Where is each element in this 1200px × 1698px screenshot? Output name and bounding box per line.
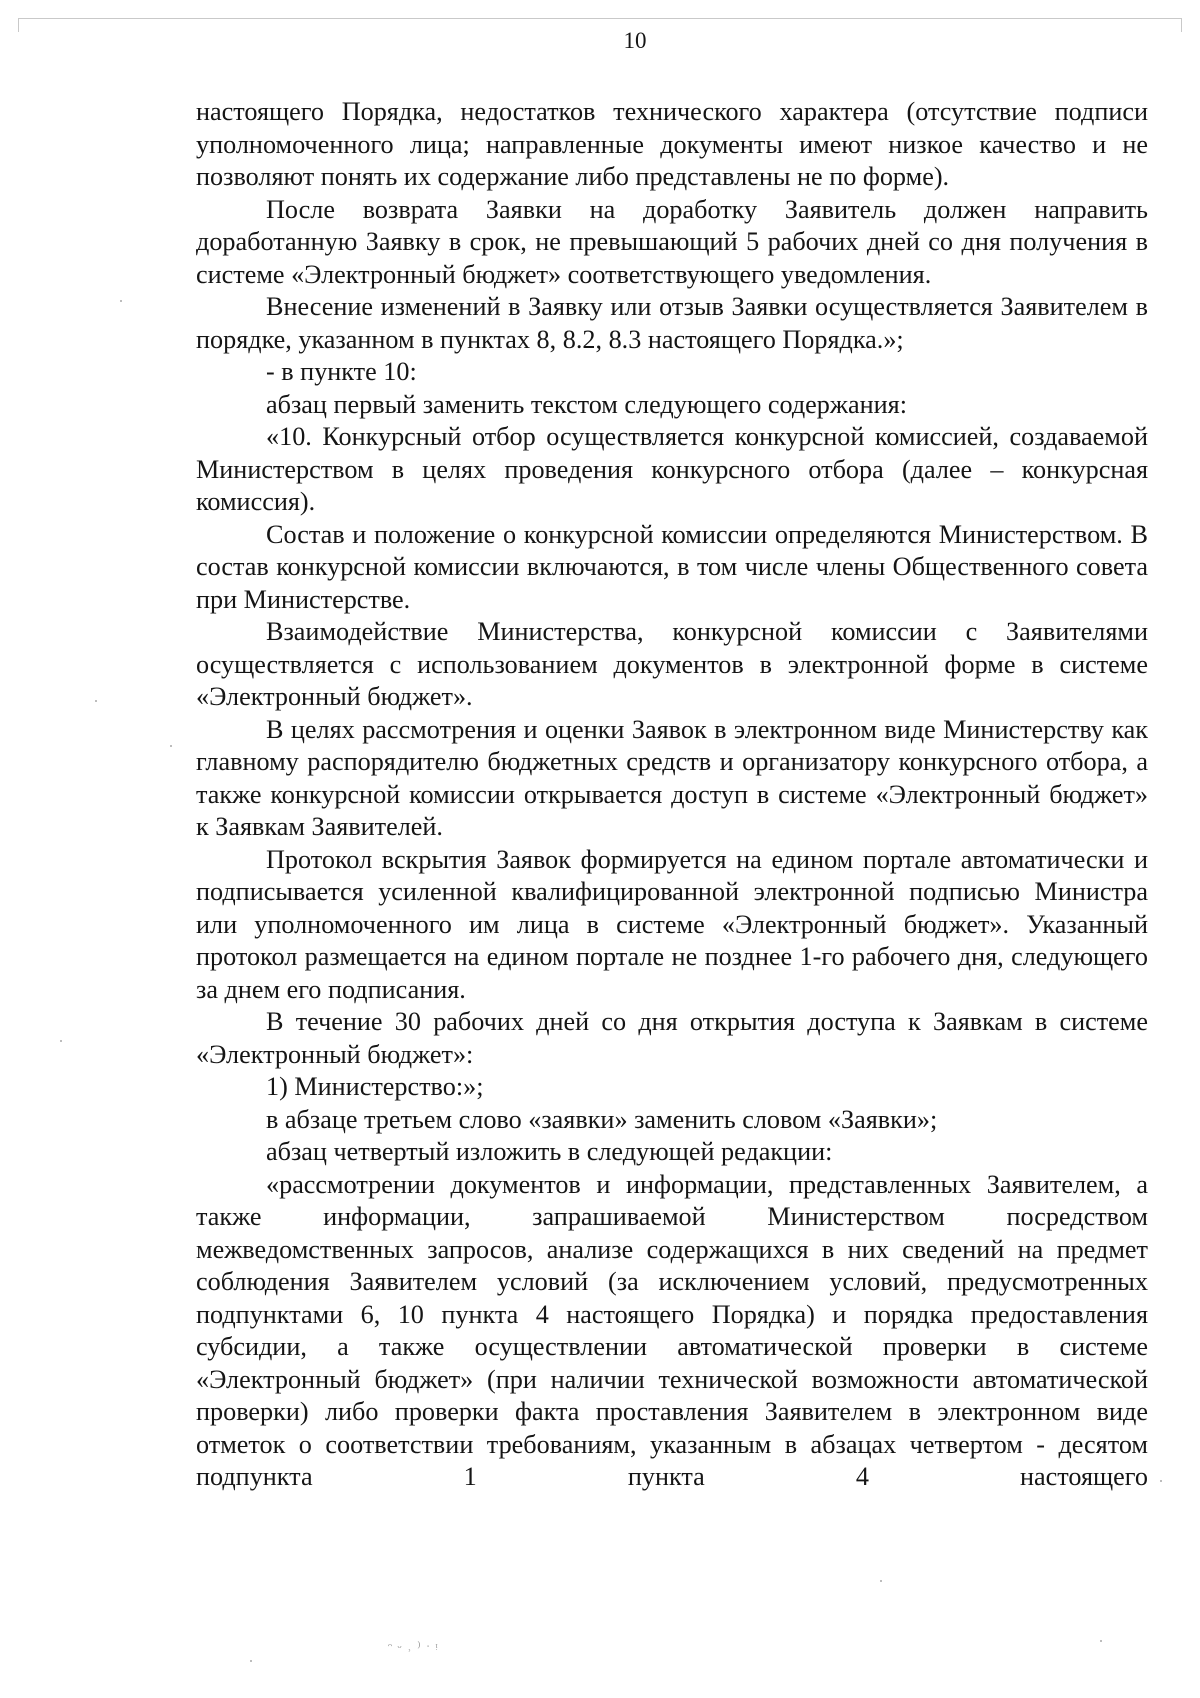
scan-speck bbox=[880, 1580, 882, 1582]
paragraph-12: 1) Министерство:»; bbox=[266, 1072, 484, 1101]
paragraph-3: Внесение изменений в Заявку или отзыв Заявки осуществляется Заявителем в порядке, указанном в пунктах 8, 8.2, 8.3 настоящего Порядка.»; bbox=[196, 292, 1148, 354]
scan-speck bbox=[250, 1660, 252, 1662]
scan-speck bbox=[1100, 1640, 1102, 1642]
paragraph-10: Протокол вскрытия Заявок формируется на едином портале автоматически и подписывается усиленной квалифицированной электронной подписью Министра или уполномоченного им лица в системе «Электронный бюджет». Указанный протокол размещается на едином портале не позднее 1-го рабочего дня, следующего за днем его подписания. bbox=[196, 844, 1148, 1004]
paragraph-14: абзац четвертый изложить в следующей редакции: bbox=[266, 1137, 833, 1166]
scan-speck bbox=[60, 1040, 62, 1042]
paragraph-13: в абзаце третьем слово «заявки» заменить словом «Заявки»; bbox=[266, 1104, 938, 1134]
paragraph-8: Взаимодействие Министерства, конкурсной комиссии с Заявителями осуществляется с использованием документов в электронной форме в системе «Электронный бюджет». bbox=[196, 617, 1148, 711]
scan-speck bbox=[95, 700, 97, 702]
document-body bbox=[196, 96, 1148, 1494]
page-number: 10 bbox=[623, 28, 647, 53]
paragraph-9: В целях рассмотрения и оценки Заявок в электронном виде Министерству как главному распорядителю бюджетных средств и организатору конкурсного отбора, а также конкурсной комиссии открывается доступ в системе «Электронный бюджет» к Заявкам Заявителей. bbox=[196, 714, 1148, 841]
paragraph-2: После возврата Заявки на доработку Заявитель должен направить доработанную Заявку в срок, не превышающий 5 рабочих дней со дня получения в системе «Электронный бюджет» соответствующего уведомления. bbox=[196, 194, 1148, 289]
paragraph-15: «рассмотрении документов и информации, представленных Заявителем, а также информации, запрашиваемой Министерством посредством межведомственных запросов, анализе содержащихся в них сведений на предмет соблюдения Заявителем условий (за исключением условий, предусмотренных подпунктами 6, 10 пункта 4 настоящего Порядка) и порядка предоставления субсидии, а также осуществлении автоматической проверки в системе «Электронный бюджет» (при наличии технической возможности автоматической проверки) либо проверки факта проставления Заявителем в электронном виде отметок о соответствии требованиям, указанным в абзацах четвертом - десятом подпункта 1 пункта 4 настоящего bbox=[196, 1169, 1148, 1491]
paragraph-11: В течение 30 рабочих дней со дня открытия доступа к Заявкам в системе «Электронный бюджет»: bbox=[196, 1007, 1148, 1069]
paragraph-4: - в пункте 10: bbox=[266, 357, 417, 386]
paragraph-6: «10. Конкурсный отбор осуществляется конкурсной комиссией, создаваемой Министерством в целях проведения конкурсного отбора (далее – конкурсная комиссия). bbox=[196, 422, 1148, 516]
faint-stamp-mark: ᵔ ᵕ ˒ ⁾ ˑ ᵎ bbox=[388, 1641, 439, 1656]
scan-speck bbox=[1160, 1480, 1162, 1482]
scan-speck bbox=[120, 300, 122, 302]
scan-speck bbox=[170, 745, 172, 747]
paragraph-7: Состав и положение о конкурсной комиссии определяются Министерством. В состав конкурсной комиссии включаются, в том числе члены Общественного совета при Министерстве. bbox=[196, 519, 1148, 614]
scan-border-top bbox=[18, 18, 1182, 19]
paragraph-5: абзац первый заменить текстом следующего содержания: bbox=[266, 389, 907, 419]
paragraph-1: настоящего Порядка, недостатков технического характера (отсутствие подписи уполномоченного лица; направленные документы имеют низкое качество и не позволяют понять их содержание либо представлены не по форме). bbox=[196, 97, 1148, 191]
